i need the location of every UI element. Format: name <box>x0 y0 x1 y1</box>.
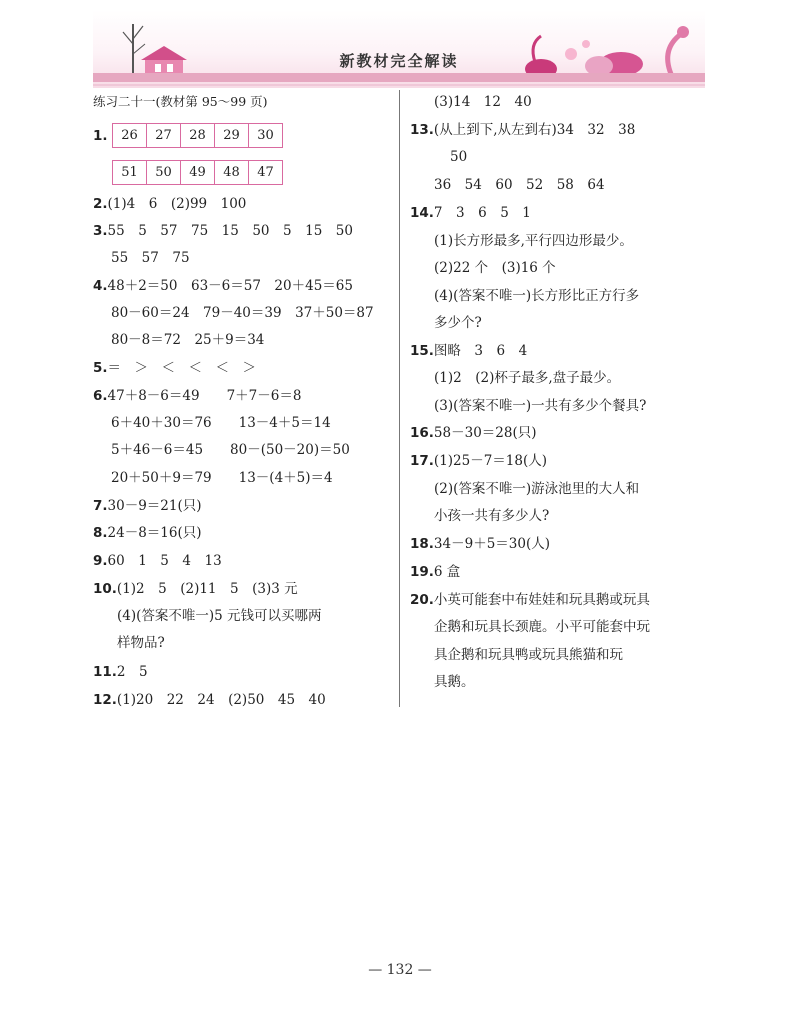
answer-line <box>410 203 531 223</box>
answer-line <box>410 562 460 582</box>
grid-cell: 49 <box>180 160 215 185</box>
answer-line <box>434 368 620 388</box>
number-grid-row-1 <box>112 123 282 148</box>
answer-text: (2)22 个 (3)16 个 <box>434 260 556 276</box>
answer-line <box>434 506 549 526</box>
answer-text: 47＋8－6＝49 7＋7－6＝8 <box>107 388 302 404</box>
banner-stripe <box>93 73 705 82</box>
question-number: 3. <box>93 223 108 239</box>
answer-line <box>434 258 556 278</box>
answer-text: (1)25－7＝18(人) <box>433 453 548 469</box>
banner-underline <box>93 84 705 86</box>
answer-text: 企鹅和玩具长颈鹿。小平可能套中玩 <box>434 619 650 635</box>
answer-line <box>434 396 646 416</box>
answer-text: 6＋40＋30＝76 13－4＋5＝14 <box>111 415 331 431</box>
answer-text: 55 57 75 <box>111 250 190 266</box>
question-number: 1. <box>93 128 108 144</box>
answer-text: (1)2 5 (2)11 5 (3)3 元 <box>116 581 298 597</box>
answer-text: 80－60＝24 79－40＝39 37＋50＝87 <box>111 305 374 321</box>
question-number: 12. <box>93 692 117 708</box>
question-number: 2. <box>93 196 108 212</box>
answer-line <box>111 330 264 350</box>
answer-line <box>111 413 331 433</box>
answer-text: (4)(答案不唯一)长方形比正方行多 <box>434 288 640 304</box>
answer-text: (3)14 12 40 <box>434 94 532 110</box>
answer-text: ＝ ＞ ＜ ＜ ＜ ＞ <box>107 360 257 376</box>
answer-line <box>410 120 635 140</box>
answer-line <box>410 534 550 554</box>
answer-text: (从上到下,从左到右)34 32 38 <box>433 122 636 138</box>
answer-text: 6 盒 <box>433 564 461 580</box>
answer-line <box>111 468 333 488</box>
answer-line <box>111 248 190 268</box>
question-number: 5. <box>93 360 108 376</box>
answer-text: 图略 3 6 4 <box>433 343 528 359</box>
answer-text: (1)长方形最多,平行四边形最少。 <box>434 233 633 249</box>
answer-line <box>93 194 246 214</box>
grid-cell: 50 <box>146 160 181 185</box>
answer-text: 具企鹅和玩具鸭或玩具熊猫和玩 <box>434 647 623 663</box>
answer-line <box>117 606 322 626</box>
answer-line <box>434 645 623 665</box>
answer-text: 20＋50＋9＝79 13－(4＋5)＝4 <box>111 470 333 486</box>
answer-line <box>93 551 222 571</box>
answer-text: 36 54 60 52 58 64 <box>434 177 605 193</box>
answer-line <box>434 479 639 499</box>
question-number: 15. <box>410 343 434 359</box>
answer-text: 34－9＋5＝30(人) <box>433 536 550 552</box>
answer-text: 样物品? <box>117 635 165 651</box>
answer-line <box>93 662 148 682</box>
grid-cell: 51 <box>112 160 147 185</box>
answer-line <box>93 358 256 378</box>
answer-text: 小孩一共有多少人? <box>434 508 550 524</box>
question-number: 11. <box>93 664 117 680</box>
answer-line <box>410 590 650 610</box>
answer-line <box>93 579 298 599</box>
grid-cell: 27 <box>146 123 181 148</box>
question-number: 17. <box>410 453 434 469</box>
answer-line <box>93 276 353 296</box>
answer-text: 30－9＝21(只) <box>107 498 202 514</box>
question-number: 6. <box>93 388 108 404</box>
answer-text: 55 5 57 75 15 50 5 15 50 <box>107 223 353 239</box>
answer-text: (1)20 22 24 (2)50 45 40 <box>116 692 326 708</box>
grid-cell: 30 <box>248 123 283 148</box>
answer-line <box>434 92 532 112</box>
answer-line <box>410 423 537 443</box>
answer-line <box>111 303 374 323</box>
answer-text: 58－30＝28(只) <box>433 425 537 441</box>
answer-text: 小英可能套中布娃娃和玩具鹅或玩具 <box>433 592 650 608</box>
answer-line <box>93 496 202 516</box>
grid-cell: 26 <box>112 123 147 148</box>
answer-text: 具鹅。 <box>434 674 475 690</box>
answer-line <box>93 386 301 406</box>
answer-text: 80－8＝72 25＋9＝34 <box>111 332 265 348</box>
answer-line <box>93 221 353 241</box>
question-number: 20. <box>410 592 434 608</box>
question-number: 19. <box>410 564 434 580</box>
question-number: 18. <box>410 536 434 552</box>
grid-cell: 48 <box>214 160 249 185</box>
answer-line <box>450 147 467 167</box>
answer-text: 7 3 6 5 1 <box>433 205 531 221</box>
grid-cell: 29 <box>214 123 249 148</box>
grid-cell: 28 <box>180 123 215 148</box>
answer-text: (2)(答案不唯一)游泳池里的大人和 <box>434 481 640 497</box>
header-banner <box>93 10 705 88</box>
answer-line <box>434 672 475 692</box>
answer-text: 2 5 <box>116 664 148 680</box>
column-divider <box>399 90 400 707</box>
answer-text: (1)4 6 (2)99 100 <box>107 196 247 212</box>
grid-cell: 47 <box>248 160 283 185</box>
answer-line <box>434 175 605 195</box>
answer-text: 60 1 5 4 13 <box>107 553 222 569</box>
answer-line <box>434 313 482 333</box>
page-number: — 132 — <box>368 962 432 978</box>
answer-text: 50 <box>450 149 468 165</box>
answer-text: 48＋2＝50 63－6＝57 20＋45＝65 <box>107 278 353 294</box>
answer-text: 24－8＝16(只) <box>107 525 202 541</box>
question-number: 14. <box>410 205 434 221</box>
answer-line <box>434 286 639 306</box>
question-number: 7. <box>93 498 108 514</box>
answer-text: (3)(答案不唯一)一共有多少个餐具? <box>434 398 647 414</box>
answer-line <box>434 231 633 251</box>
answer-line <box>410 341 527 361</box>
answer-line <box>93 690 326 710</box>
answer-text: 多少个? <box>434 315 482 331</box>
answer-text: (4)(答案不唯一)5 元钱可以买哪两 <box>117 608 322 624</box>
answer-line <box>111 440 350 460</box>
answer-line <box>434 617 650 637</box>
exercise-heading: 练习二十一(教材第 95～99 页) <box>93 94 268 109</box>
question-number: 8. <box>93 525 108 541</box>
header-title: 新教材完全解读 <box>339 52 459 70</box>
question-number: 13. <box>410 122 434 138</box>
answer-text: 5＋46－6＝45 80－(50－20)＝50 <box>111 442 350 458</box>
question-number: 4. <box>93 278 108 294</box>
number-grid-row-2 <box>112 160 282 185</box>
answer-line <box>93 523 202 543</box>
answer-line <box>117 633 165 653</box>
question-number: 16. <box>410 425 434 441</box>
question-number: 9. <box>93 553 108 569</box>
answer-line <box>93 126 108 146</box>
question-number: 10. <box>93 581 117 597</box>
answer-line <box>410 451 547 471</box>
answer-text: (1)2 (2)杯子最多,盘子最少。 <box>434 370 621 386</box>
